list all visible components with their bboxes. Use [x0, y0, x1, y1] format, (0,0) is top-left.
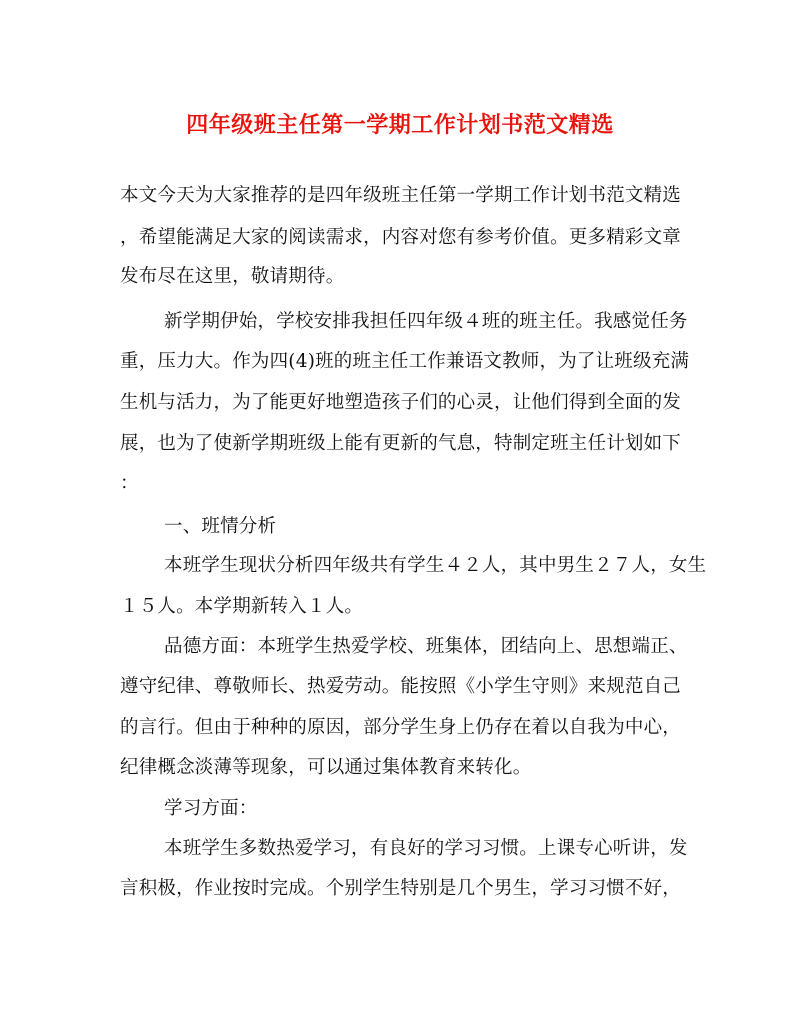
text-line-para3-4: 纪律概念淡薄等现象，可以通过集体教育来转化。: [120, 757, 532, 778]
text-line-para1-3: 生机与活力，为了能更好地塑造孩子们的心灵，让他们得到全面的发: [120, 392, 682, 413]
text-line-study-heading: 学习方面：: [164, 798, 258, 819]
text-line-para1-2: 重，压力大。作为四(4)班的班主任工作兼语文教师，为了让班级充满: [120, 351, 690, 372]
text-line-para1-4: 展，也为了使新学期班级上能有更新的气息，特制定班主任计划如下: [120, 433, 682, 454]
text-line-para4-1: 本班学生多数热爱学习，有良好的学习习惯。上课专心听讲，发: [164, 838, 688, 859]
text-line-intro-1: 本文今天为大家推荐的是四年级班主任第一学期工作计划书范文精选: [120, 185, 682, 206]
document-title: 四年级班主任第一学期工作计划书范文精选: [186, 112, 614, 138]
text-line-para4-2: 言积极，作业按时完成。个别学生特别是几个男生，学习习惯不好，: [120, 878, 682, 899]
text-line-intro-2: ，希望能满足大家的阅读需求，内容对您有参考价值。更多精彩文章: [120, 227, 682, 248]
text-line-para3-1: 品德方面：本班学生热爱学校、班集体，团结向上、思想端正、: [164, 636, 688, 657]
section-heading-class-analysis: 一、班情分析: [164, 516, 277, 537]
text-line-para2-2: １５人。本学期新转入１人。: [120, 596, 364, 617]
text-line-intro-3: 发布尽在这里，敬请期待。: [120, 266, 345, 287]
text-line-para1-5: ：: [120, 473, 139, 494]
text-line-para3-3: 的言行。但由于种种的原因，部分学生身上仍存在着以自我为中心，: [120, 717, 682, 738]
text-line-para1-1: 新学期伊始，学校安排我担任四年级４班的班主任。我感觉任务: [164, 311, 688, 332]
text-line-para3-2: 遵守纪律、尊敬师长、热爱劳动。能按照《小学生守则》来规范自己: [120, 676, 682, 697]
text-line-para2-1: 本班学生现状分析四年级共有学生４２人，其中男生２７人，女生: [164, 555, 707, 576]
